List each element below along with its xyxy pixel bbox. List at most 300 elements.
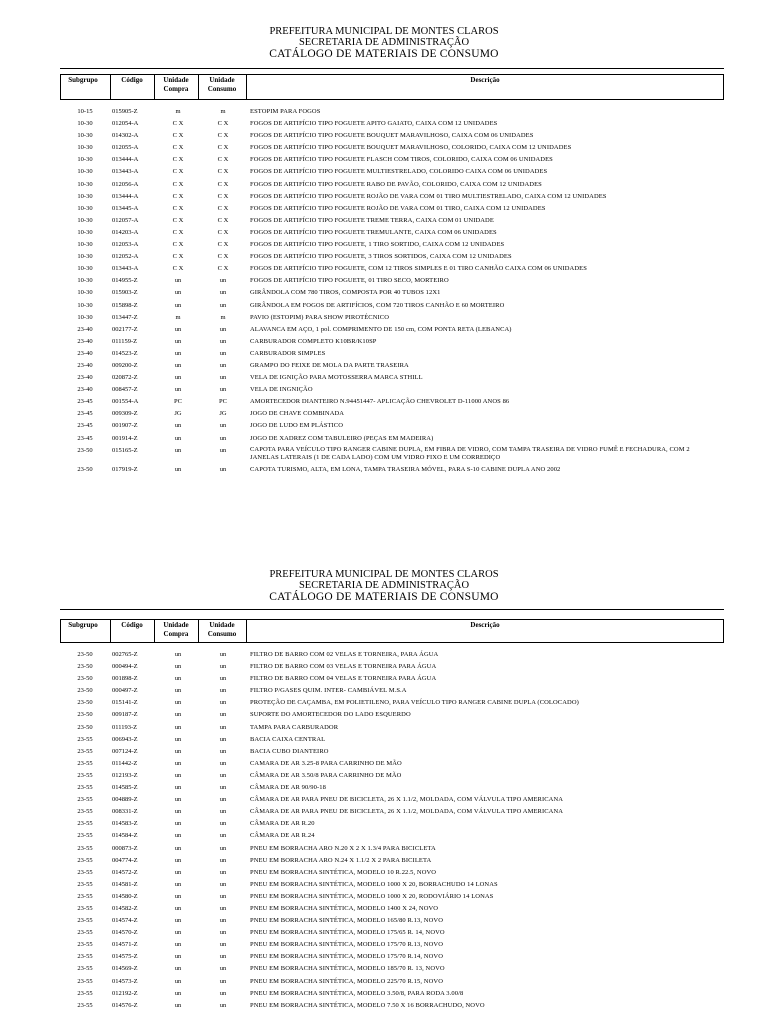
codigo-cell: 014580-Z — [112, 892, 138, 900]
unidade-consumo-cell: un — [219, 771, 227, 779]
codigo-cell: 014570-Z — [112, 929, 138, 937]
unidade-compra-cell: un — [174, 917, 182, 925]
unidade-compra-cell: un — [174, 953, 182, 961]
descricao-cell: FOGOS DE ARTIFÍCIO TIPO FOGUETE FLASCH COM TIROS, COLORIDO, CAIXA COM 06 UNIDADES — [250, 156, 553, 164]
unidade-consumo-cell: un — [219, 989, 227, 997]
col-unidade-consumo: Unidade Consumo — [207, 76, 237, 93]
codigo-cell: 012056-A — [112, 180, 139, 188]
unidade-consumo-cell: un — [219, 929, 227, 937]
unidade-consumo-cell: C X — [217, 216, 229, 224]
subgrupo-cell: 23-55 — [77, 917, 93, 925]
descricao-cell: CAPOTA TURISMO, ALTA, EM LONA, TAMPA TRASEIRA MÓVEL, PARA S-10 CABINE DUPLA ANO 2002 — [250, 465, 561, 473]
subgrupo-cell: 23-50 — [77, 663, 93, 671]
table-row — [60, 433, 724, 445]
descricao-cell: CARBURADOR SIMPLES — [250, 349, 326, 357]
unidade-consumo-cell: un — [219, 301, 227, 309]
codigo-cell: 011442-Z — [112, 759, 138, 767]
codigo-cell: 015905-Z — [112, 108, 138, 115]
descricao-cell: CÂMARA DE AR 3.50/8 PARA CARRINHO DE MÃO — [250, 771, 402, 779]
descricao-cell: SUPORTE DO AMORTECEDOR DO LADO ESQUERDO — [250, 711, 411, 719]
table-row — [60, 360, 724, 372]
unidade-compra-cell: C X — [172, 241, 184, 249]
table-row — [60, 384, 724, 396]
codigo-cell: 012054-A — [112, 120, 139, 128]
codigo-cell: 015898-Z — [112, 301, 138, 309]
table-row — [60, 287, 724, 299]
descricao-cell: PNEU EM BORRACHA SINTÉTICA, MODELO 175/70 R.13, NOVO — [250, 941, 443, 949]
descricao-cell: CÂMARA DE AR PARA PNEU DE BICICLETA, 26 X 1.1/2, MOLDADA, COM VÁLVULA TIPO AMERICANA — [250, 808, 564, 816]
unidade-consumo-cell: un — [219, 868, 227, 876]
unidade-consumo-cell: un — [219, 374, 227, 382]
descricao-cell: FILTRO P/GASES QUIM. INTER- CAMBIÁVEL M.S.A — [250, 687, 407, 695]
subgrupo-cell: 23-55 — [77, 941, 93, 949]
unidade-compra-cell: un — [174, 844, 182, 852]
unidade-compra-cell: un — [174, 771, 182, 779]
col-unidade-consumo: Unidade Consumo — [207, 621, 237, 638]
subgrupo-cell: 23-55 — [77, 965, 93, 973]
unidade-consumo-cell: un — [219, 349, 227, 357]
subgrupo-cell: 23-55 — [77, 953, 93, 961]
table-row — [60, 709, 724, 721]
subgrupo-cell: 23-50 — [77, 711, 93, 719]
table-row — [60, 843, 724, 855]
unidade-consumo-cell: un — [219, 337, 227, 345]
subgrupo-cell: 23-50 — [77, 465, 93, 473]
subgrupo-cell: 23-50 — [77, 651, 93, 658]
descricao-cell: FOGOS DE ARTIFÍCIO TIPO FOGUETE BOUQUET MARAVILHOSO, CAIXA COM 06 UNIDADES — [250, 132, 534, 140]
subgrupo-cell: 23-55 — [77, 929, 93, 937]
codigo-cell: 012053-A — [112, 241, 139, 249]
table-row — [60, 227, 724, 239]
col-unidade-compra: Unidade Compra — [163, 76, 189, 93]
codigo-cell: 004889-Z — [112, 796, 138, 804]
header-line-1: PREFEITURA MUNICIPAL DE MONTES CLAROS — [269, 569, 499, 580]
unidade-compra-cell: un — [174, 880, 182, 888]
descricao-cell: FOGOS DE ARTIFÍCIO TIPO FOGUETE BOUQUET MARAVILHOSO, COLORIDO, CAIXA COM 12 UNIDADES — [250, 144, 572, 152]
subgrupo-cell: 10-30 — [77, 156, 93, 164]
unidade-compra-cell: un — [174, 699, 182, 707]
table-row — [60, 806, 724, 818]
unidade-compra-cell: un — [174, 965, 182, 973]
descricao-cell: FILTRO DE BARRO COM 03 VELAS E TORNEIRA PARA ÁGUA — [250, 663, 437, 671]
table-row — [60, 118, 724, 130]
unidade-compra-cell: C X — [172, 144, 184, 152]
subgrupo-cell: 23-50 — [77, 699, 93, 707]
table-row — [60, 830, 724, 842]
unidade-compra-cell: un — [174, 434, 182, 442]
unidade-consumo-cell: un — [219, 386, 227, 394]
descricao-cell: CÂMARA DE AR 90/90-18 — [250, 784, 326, 792]
codigo-cell: 014581-Z — [112, 880, 138, 888]
unidade-compra-cell: un — [174, 747, 182, 755]
descricao-cell: FOGOS DE ARTIFÍCIO TIPO FOGUETE, COM 12 TIROS SIMPLES E 01 TIRO CANHÃO CAIXA COM 06 UNIDADES — [250, 265, 587, 273]
unidade-consumo-cell: C X — [217, 204, 229, 212]
subgrupo-cell: 23-55 — [77, 1001, 93, 1009]
descricao-cell: PNEU EM BORRACHA SINTÉTICA, MODELO 1400 X 24, NOVO — [250, 904, 439, 912]
unidade-compra-cell: JG — [174, 410, 182, 418]
subgrupo-cell: 23-40 — [77, 374, 93, 382]
subgrupo-cell: 23-55 — [77, 796, 93, 804]
unidade-consumo-cell: un — [219, 1001, 227, 1009]
unidade-compra-cell: un — [174, 374, 182, 382]
subgrupo-cell: 23-55 — [77, 977, 93, 985]
table-row — [60, 396, 724, 408]
table-row — [60, 408, 724, 420]
header-rule — [60, 68, 724, 69]
table-row — [60, 734, 724, 746]
unidade-consumo-cell: PC — [219, 398, 227, 406]
unidade-compra-cell: un — [174, 892, 182, 900]
item-list — [60, 106, 724, 476]
unidade-consumo-cell: un — [219, 325, 227, 333]
unidade-compra-cell: un — [174, 759, 182, 767]
codigo-cell: 009309-Z — [112, 410, 138, 418]
table-row — [60, 154, 724, 166]
unidade-consumo-cell: un — [219, 434, 227, 442]
table-row — [60, 939, 724, 951]
descricao-cell: FOGOS DE ARTIFÍCIO TIPO FOGUETE, 1 TIRO SORTIDO, CAIXA COM 12 UNIDADES — [250, 241, 505, 249]
unidade-consumo-cell: un — [219, 808, 227, 816]
codigo-cell: 015141-Z — [112, 699, 138, 707]
table-row — [60, 445, 724, 464]
descricao-cell: PROTEÇÃO DE CAÇAMBA, EM POLIETILENO, PARA VEÍCULO TIPO RANGER CABINE DUPLA (COLOCADO) — [250, 699, 579, 707]
codigo-cell: 013444-A — [112, 192, 139, 200]
unidade-compra-cell: un — [174, 1001, 182, 1009]
header-rule — [60, 609, 724, 610]
subgrupo-cell: 23-55 — [77, 892, 93, 900]
descricao-cell: CÂMARA DE AR R.24 — [250, 832, 315, 840]
table-row — [60, 130, 724, 142]
unidade-consumo-cell: un — [219, 880, 227, 888]
unidade-compra-cell: un — [174, 277, 182, 285]
unidade-consumo-cell: un — [219, 953, 227, 961]
unidade-consumo-cell: un — [219, 844, 227, 852]
codigo-cell: 014203-A — [112, 228, 139, 236]
subgrupo-cell: 10-30 — [77, 228, 93, 236]
unidade-consumo-cell: C X — [217, 144, 229, 152]
table-row — [60, 312, 724, 324]
table-row — [60, 794, 724, 806]
unidade-consumo-cell: un — [219, 892, 227, 900]
unidade-consumo-cell: C X — [217, 180, 229, 188]
descricao-cell: PNEU EM BORRACHA SINTÉTICA, MODELO 7.50 X 16 BORRACHUDO, NOVO — [250, 1001, 485, 1009]
table-row — [60, 867, 724, 879]
descricao-cell: CAMARA DE AR 3.25-8 PARA CARRINHO DE MÃO — [250, 759, 402, 767]
codigo-cell: 014574-Z — [112, 917, 138, 925]
descricao-cell: BACIA CUBO DIANTEIRO — [250, 747, 329, 755]
table-row — [60, 300, 724, 312]
table-row — [60, 1000, 724, 1012]
unidade-compra-cell: C X — [172, 192, 184, 200]
codigo-cell: 002177-Z — [112, 325, 138, 333]
unidade-consumo-cell: un — [219, 465, 227, 473]
codigo-cell: 004774-Z — [112, 856, 138, 864]
codigo-cell: 006943-Z — [112, 735, 138, 743]
unidade-consumo-cell: un — [219, 687, 227, 695]
codigo-cell: 014583-Z — [112, 820, 138, 828]
unidade-consumo-cell: un — [219, 977, 227, 985]
table-row — [60, 818, 724, 830]
subgrupo-cell: 10-30 — [77, 253, 93, 261]
unidade-consumo-cell: C X — [217, 192, 229, 200]
unidade-compra-cell: un — [174, 386, 182, 394]
codigo-cell: 015903-Z — [112, 289, 138, 297]
descricao-cell: CAPOTA PARA VEÍCULO TIPO RANGER CABINE DUPLA, EM FIBRA DE VIDRO, COM TAMPA TRASEIRA DE VIDRO FUMÊ E FECHADURA, COM 2 JANELAS LATERAIS (1 DE CADA LADO) COM UM VIDRO FIXO E UM CORREDIÇO — [250, 445, 690, 462]
subgrupo-cell: 23-50 — [77, 687, 93, 695]
table-row — [60, 336, 724, 348]
table-row — [60, 770, 724, 782]
unidade-compra-cell: un — [174, 784, 182, 792]
unidade-consumo-cell: JG — [219, 410, 227, 418]
subgrupo-cell: 23-40 — [77, 361, 93, 369]
unidade-consumo-cell: un — [219, 747, 227, 755]
table-row — [60, 275, 724, 287]
table-row — [60, 673, 724, 685]
unidade-compra-cell: un — [174, 301, 182, 309]
subgrupo-cell: 23-55 — [77, 844, 93, 852]
descricao-cell: CARBURADOR COMPLETO K10BR/K10SP — [250, 337, 377, 345]
descricao-cell: FILTRO DE BARRO COM 02 VELAS E TORNEIRA, PARA ÁGUA — [250, 651, 439, 658]
table-row — [60, 891, 724, 903]
col-subgrupo: Subgrupo — [68, 76, 98, 84]
codigo-cell: 013443-A — [112, 265, 139, 273]
unidade-compra-cell: un — [174, 349, 182, 357]
subgrupo-cell: 10-30 — [77, 120, 93, 128]
unidade-consumo-cell: m — [220, 313, 226, 321]
subgrupo-cell: 23-55 — [77, 820, 93, 828]
unidade-consumo-cell: un — [219, 675, 227, 683]
codigo-cell: 001907-Z — [112, 422, 138, 430]
descricao-cell: BACIA CAIXA CENTRAL — [250, 735, 326, 743]
col-subgrupo: Subgrupo — [68, 621, 98, 629]
subgrupo-cell: 23-50 — [77, 675, 93, 683]
codigo-cell: 012052-A — [112, 253, 139, 261]
header-title: CATÁLOGO DE MATERIAIS DE CONSUMO — [269, 591, 499, 603]
unidade-consumo-cell: C X — [217, 265, 229, 273]
subgrupo-cell: 23-45 — [77, 422, 93, 430]
subgrupo-cell: 10-30 — [77, 180, 93, 188]
table-row — [60, 649, 724, 661]
codigo-cell: 001898-Z — [112, 675, 138, 683]
descricao-cell: PNEU EM BORRACHA SINTÉTICA, MODELO 175/70 R.14, NOVO — [250, 953, 443, 961]
subgrupo-cell: 23-55 — [77, 832, 93, 840]
unidade-consumo-cell: un — [219, 904, 227, 912]
unidade-compra-cell: un — [174, 361, 182, 369]
unidade-compra-cell: C X — [172, 132, 184, 140]
unidade-consumo-cell: un — [219, 820, 227, 828]
unidade-compra-cell: C X — [172, 180, 184, 188]
subgrupo-cell: 10-30 — [77, 313, 93, 321]
table-row — [60, 951, 724, 963]
unidade-compra-cell: un — [174, 989, 182, 997]
codigo-cell: 012057-A — [112, 216, 139, 224]
unidade-consumo-cell: C X — [217, 241, 229, 249]
descricao-cell: FOGOS DE ARTIFÍCIO TIPO FOGUETE, 01 TIRO SECO, MORTEIRO — [250, 277, 449, 285]
subgrupo-cell: 10-30 — [77, 289, 93, 297]
codigo-cell: 001914-Z — [112, 434, 138, 442]
catalog-page-1 — [0, 26, 768, 473]
descricao-cell: FOGOS DE ARTIFÍCIO TIPO FOGUETE ROJÃO DE VARA COM 01 TIRO, CAIXA COM 12 UNIDADES — [250, 204, 546, 212]
unidade-compra-cell: un — [174, 977, 182, 985]
descricao-cell: VELA DE IGNIÇÃO PARA MOTOSSERRA MARCA STHILL — [250, 374, 423, 382]
unidade-consumo-cell: un — [219, 723, 227, 731]
unidade-consumo-cell: un — [219, 832, 227, 840]
descricao-cell: PNEU EM BORRACHA ARO N.20 X 2 X 1.3/4 PARA BICICLETA — [250, 844, 436, 852]
unidade-compra-cell: un — [174, 446, 182, 454]
subgrupo-cell: 23-55 — [77, 989, 93, 997]
descricao-cell: PNEU EM BORRACHA SINTÉTICA, MODELO 1000 X 20, BORRACHUDO 14 LONAS — [250, 880, 498, 888]
codigo-cell: 015165-Z — [112, 446, 138, 454]
descricao-cell: PAVIO (ESTOPIM) PARA SHOW PIROTÉCNICO — [250, 313, 390, 321]
descricao-cell: GRAMPO DO FEIXE DE MOLA DA PARTE TRASEIRA — [250, 361, 409, 369]
codigo-cell: 000873-Z — [112, 844, 138, 852]
unidade-compra-cell: C X — [172, 204, 184, 212]
codigo-cell: 011193-Z — [112, 723, 138, 731]
unidade-compra-cell: un — [174, 663, 182, 671]
table-row — [60, 215, 724, 227]
unidade-consumo-cell: m — [220, 108, 226, 115]
unidade-compra-cell: un — [174, 735, 182, 743]
codigo-cell: 009200-Z — [112, 361, 138, 369]
unidade-compra-cell: un — [174, 711, 182, 719]
table-row — [60, 661, 724, 673]
table-row — [60, 324, 724, 336]
subgrupo-cell: 10-30 — [77, 132, 93, 140]
subgrupo-cell: 23-55 — [77, 808, 93, 816]
codigo-cell: 014582-Z — [112, 904, 138, 912]
item-list — [60, 649, 724, 1012]
codigo-cell: 014575-Z — [112, 953, 138, 961]
codigo-cell: 014302-A — [112, 132, 139, 140]
codigo-cell: 000494-Z — [112, 663, 138, 671]
codigo-cell: 012193-Z — [112, 771, 138, 779]
unidade-consumo-cell: un — [219, 699, 227, 707]
unidade-compra-cell: un — [174, 651, 182, 658]
unidade-consumo-cell: un — [219, 663, 227, 671]
unidade-compra-cell: un — [174, 904, 182, 912]
unidade-compra-cell: C X — [172, 253, 184, 261]
unidade-compra-cell: un — [174, 929, 182, 937]
col-descricao: Descrição — [470, 621, 500, 629]
unidade-compra-cell: un — [174, 675, 182, 683]
unidade-consumo-cell: un — [219, 277, 227, 285]
unidade-consumo-cell: un — [219, 361, 227, 369]
subgrupo-cell: 23-50 — [77, 446, 93, 454]
descricao-cell: ESTOPIM PARA FOGOS — [250, 108, 321, 115]
unidade-compra-cell: un — [174, 808, 182, 816]
codigo-cell: 009187-Z — [112, 711, 138, 719]
column-header — [60, 619, 724, 643]
codigo-cell: 011159-Z — [112, 337, 138, 345]
subgrupo-cell: 10-30 — [77, 216, 93, 224]
table-row — [60, 758, 724, 770]
unidade-consumo-cell: un — [219, 711, 227, 719]
table-row — [60, 106, 724, 118]
descricao-cell: PNEU EM BORRACHA SINTÉTICA, MODELO 10 R.22.5, NOVO — [250, 868, 437, 876]
codigo-cell: 007124-Z — [112, 747, 138, 755]
subgrupo-cell: 23-45 — [77, 410, 93, 418]
subgrupo-cell: 10-30 — [77, 204, 93, 212]
table-row — [60, 855, 724, 867]
codigo-cell: 014572-Z — [112, 868, 138, 876]
unidade-consumo-cell: un — [219, 941, 227, 949]
subgrupo-cell: 23-45 — [77, 398, 93, 406]
table-row — [60, 166, 724, 178]
descricao-cell: PNEU EM BORRACHA SINTÉTICA, MODELO 225/70 R.15, NOVO — [250, 977, 443, 985]
table-row — [60, 782, 724, 794]
subgrupo-cell: 23-45 — [77, 434, 93, 442]
subgrupo-cell: 23-55 — [77, 880, 93, 888]
descricao-cell: PNEU EM BORRACHA SINTÉTICA, MODELO 175/65 R. 14, NOVO — [250, 929, 445, 937]
subgrupo-cell: 10-30 — [77, 168, 93, 176]
table-row — [60, 976, 724, 988]
unidade-compra-cell: un — [174, 941, 182, 949]
subgrupo-cell: 10-30 — [77, 265, 93, 273]
unidade-consumo-cell: C X — [217, 120, 229, 128]
table-row — [60, 348, 724, 360]
subgrupo-cell: 10-30 — [77, 301, 93, 309]
codigo-cell: 014585-Z — [112, 784, 138, 792]
unidade-compra-cell: C X — [172, 228, 184, 236]
unidade-compra-cell: un — [174, 337, 182, 345]
table-row — [60, 915, 724, 927]
unidade-consumo-cell: C X — [217, 156, 229, 164]
descricao-cell: FILTRO DE BARRO COM 04 VELAS E TORNEIRA PARA ÁGUA — [250, 675, 437, 683]
subgrupo-cell: 23-55 — [77, 747, 93, 755]
codigo-cell: 002765-Z — [112, 651, 138, 658]
unidade-consumo-cell: un — [219, 446, 227, 454]
codigo-cell: 012055-A — [112, 144, 139, 152]
table-row — [60, 697, 724, 709]
unidade-compra-cell: un — [174, 465, 182, 473]
unidade-compra-cell: un — [174, 289, 182, 297]
table-row — [60, 179, 724, 191]
header-title: CATÁLOGO DE MATERIAIS DE CONSUMO — [269, 48, 499, 60]
table-row — [60, 879, 724, 891]
unidade-compra-cell: un — [174, 723, 182, 731]
subgrupo-cell: 23-40 — [77, 337, 93, 345]
codigo-cell: 017919-Z — [112, 465, 138, 473]
table-row — [60, 191, 724, 203]
unidade-compra-cell: PC — [174, 398, 182, 406]
descricao-cell: FOGOS DE ARTIFÍCIO TIPO FOGUETE, 3 TIROS SORTIDOS, CAIXA COM 12 UNIDADES — [250, 253, 512, 261]
subgrupo-cell: 23-55 — [77, 771, 93, 779]
codigo-cell: 008457-Z — [112, 386, 138, 394]
unidade-compra-cell: un — [174, 422, 182, 430]
subgrupo-cell: 23-55 — [77, 904, 93, 912]
unidade-consumo-cell: C X — [217, 132, 229, 140]
unidade-compra-cell: m — [175, 108, 181, 115]
subgrupo-cell: 10-30 — [77, 192, 93, 200]
codigo-cell: 013444-A — [112, 156, 139, 164]
unidade-consumo-cell: un — [219, 784, 227, 792]
codigo-cell: 001554-A — [112, 398, 139, 406]
table-row — [60, 464, 724, 476]
subgrupo-cell: 23-55 — [77, 868, 93, 876]
unidade-consumo-cell: un — [219, 796, 227, 804]
descricao-cell: FOGOS DE ARTIFÍCIO TIPO FOGUETE MULTIESTRELADO, COLORIDO CAIXA COM 06 UNIDADES — [250, 168, 548, 176]
descricao-cell: FOGOS DE ARTIFÍCIO TIPO FOGUETE RABO DE PAVÃO, COLORIDO, CAIXA COM 12 UNIDADES — [250, 180, 542, 188]
unidade-compra-cell: un — [174, 796, 182, 804]
column-header — [60, 74, 724, 100]
subgrupo-cell: 23-50 — [77, 723, 93, 731]
page-header — [0, 26, 768, 60]
header-line-1: PREFEITURA MUNICIPAL DE MONTES CLAROS — [269, 26, 499, 37]
descricao-cell: CÂMARA DE AR PARA PNEU DE BICICLETA, 26 X 1.1/2, MOLDADA, COM VÁLVULA TIPO AMERICANA — [250, 796, 564, 804]
descricao-cell: PNEU EM BORRACHA ARO N.24 X 1.1/2 X 2 PARA BICILETA — [250, 856, 432, 864]
col-descricao: Descrição — [470, 76, 500, 84]
unidade-compra-cell: C X — [172, 265, 184, 273]
